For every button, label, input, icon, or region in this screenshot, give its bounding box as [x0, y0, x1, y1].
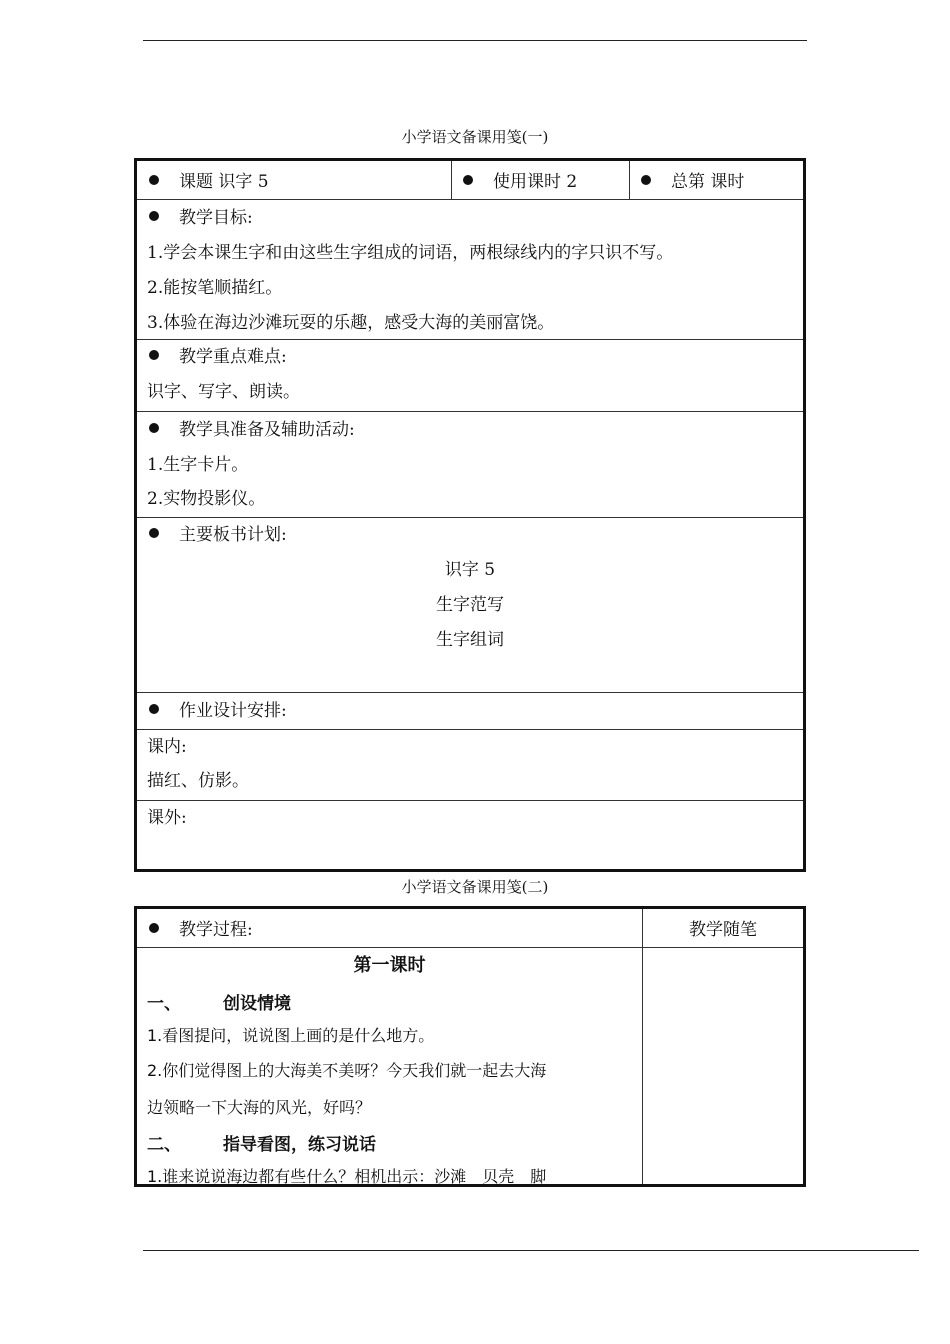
- hours-cell: [461, 167, 577, 192]
- board-plan-line: 生字组词: [436, 630, 504, 650]
- key-points-heading: 教学重点难点:: [147, 342, 287, 367]
- divider: [451, 161, 452, 199]
- s2-item: 1.谁来说说海边都有些什么？相机出示：沙滩 贝壳 脚: [147, 1167, 547, 1186]
- notes-heading: 教学随笔: [689, 920, 757, 940]
- total-cell: [639, 167, 744, 192]
- objectives-section: [137, 199, 803, 340]
- bullet-icon: [641, 175, 651, 185]
- in-class-label: 课内:: [147, 737, 187, 757]
- homework-in-class: [137, 729, 803, 801]
- preparation-heading: 教学具准备及辅助活动:: [147, 415, 355, 440]
- lesson-plan-table-1: [134, 158, 806, 872]
- homework-after-class: [137, 800, 803, 869]
- homework-heading: 作业设计安排:: [147, 696, 287, 721]
- bullet-icon: [149, 175, 159, 185]
- key-points-text: 识字、写字、朗读。: [147, 382, 300, 402]
- board-plan-line: 识字 5: [444, 560, 496, 580]
- bullet-icon: [149, 704, 159, 714]
- preparation-section: [137, 411, 803, 518]
- sheet1-caption: 小学语文备课用笺(一): [401, 128, 549, 146]
- hours-text: 使用课时 2: [493, 172, 578, 192]
- objectives-heading: 教学目标:: [147, 203, 253, 228]
- process-header-row: [137, 909, 803, 948]
- process-heading: 教学过程:: [147, 915, 253, 940]
- in-class-text: 描红、仿影。: [147, 771, 249, 791]
- divider: [629, 161, 630, 199]
- bullet-icon: [149, 423, 159, 433]
- bullet-icon: [149, 923, 159, 933]
- bullet-icon: [463, 175, 473, 185]
- key-points-section: [137, 339, 803, 412]
- bullet-icon: [149, 211, 159, 221]
- header-row: [137, 161, 803, 200]
- objective-item: 3.体验在海边沙滩玩耍的乐趣，感受大海的美丽富饶。: [147, 313, 555, 333]
- after-class-label: 课外:: [147, 808, 187, 828]
- objective-item: 2.能按笔顺描红。: [147, 278, 283, 298]
- preparation-item: 1.生字卡片。: [147, 455, 249, 475]
- lesson-title: 第一课时: [353, 955, 426, 976]
- footer-rule: [143, 1250, 919, 1251]
- topic-cell: [147, 167, 269, 192]
- preparation-item: 2.实物投影仪。: [147, 489, 266, 509]
- s1-item: 边领略一下大海的风光，好吗？: [147, 1098, 372, 1117]
- total-text: 总第 课时: [671, 172, 745, 192]
- board-plan-section: [137, 517, 803, 693]
- section-heading: 一、 创设情境: [147, 994, 291, 1014]
- objective-item: 1.学会本课生字和由这些生字组成的词语，两根绿线内的字只识不写。: [147, 243, 674, 263]
- bullet-icon: [149, 350, 159, 360]
- topic-text: 课题 识字 5: [179, 172, 269, 192]
- board-plan-heading: 主要板书计划:: [147, 520, 287, 545]
- sheet2-caption: 小学语文备课用笺(二): [401, 878, 549, 896]
- homework-heading-row: [137, 692, 803, 730]
- s1-item: 1.看图提问，说说图上画的是什么地方。: [147, 1026, 435, 1045]
- section-heading: 二、 指导看图，练习说话: [147, 1135, 376, 1155]
- bullet-icon: [149, 528, 159, 538]
- s1-item: 2.你们觉得图上的大海美不美呀？今天我们就一起去大海: [147, 1061, 547, 1080]
- notes-divider: [642, 909, 643, 1184]
- header-rule: [143, 40, 807, 41]
- lesson-plan-table-2: [134, 906, 806, 1187]
- board-plan-line: 生字范写: [436, 595, 504, 615]
